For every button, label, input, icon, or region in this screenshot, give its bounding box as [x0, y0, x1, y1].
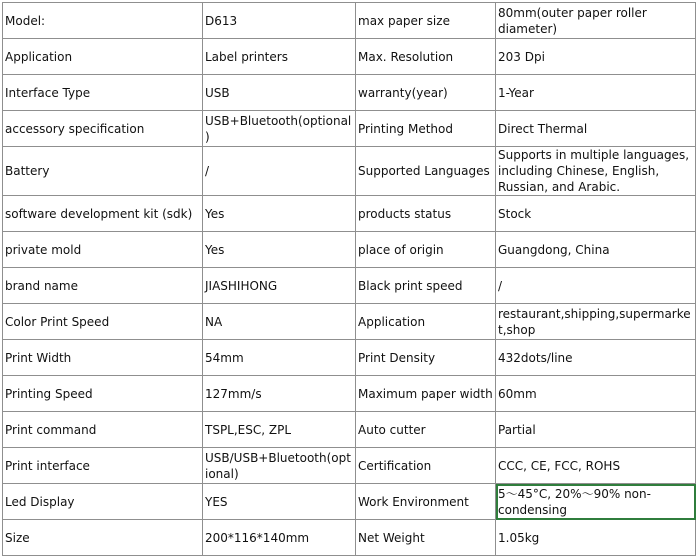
spec-table-body — [3, 3, 696, 556]
spec-key[interactable]: Print command — [3, 412, 203, 448]
table-row — [3, 304, 696, 340]
table-row — [3, 75, 696, 111]
spec-key[interactable]: brand name — [3, 268, 203, 304]
spec-value[interactable]: JIASHIHONG — [203, 268, 356, 304]
spec-key[interactable]: max paper size — [356, 3, 496, 39]
spec-value[interactable]: / — [203, 147, 356, 196]
table-row — [3, 39, 696, 75]
spec-key[interactable]: Print Width — [3, 340, 203, 376]
spec-value[interactable]: 200*116*140mm — [203, 520, 356, 556]
spec-key[interactable]: Certification — [356, 448, 496, 484]
table-row — [3, 448, 696, 484]
spec-value[interactable]: 1.05kg — [496, 520, 696, 556]
table-row — [3, 147, 696, 196]
spec-key[interactable]: products status — [356, 196, 496, 232]
spec-value[interactable]: D613 — [203, 3, 356, 39]
spec-value[interactable]: restaurant,shipping,supermarket,shop — [496, 304, 696, 340]
spec-key[interactable]: Printing Method — [356, 111, 496, 147]
table-row — [3, 232, 696, 268]
spec-value[interactable]: Stock — [496, 196, 696, 232]
spec-value[interactable]: CCC, CE, FCC, ROHS — [496, 448, 696, 484]
table-row — [3, 412, 696, 448]
spec-value[interactable]: USB+Bluetooth(optional) — [203, 111, 356, 147]
spec-value[interactable]: / — [496, 268, 696, 304]
table-row — [3, 3, 696, 39]
spec-value[interactable]: 80mm(outer paper roller diameter) — [496, 3, 696, 39]
spec-value[interactable]: USB — [203, 75, 356, 111]
spec-key[interactable]: Print Density — [356, 340, 496, 376]
spec-value[interactable]: NA — [203, 304, 356, 340]
spec-key[interactable]: Led Display — [3, 484, 203, 520]
spec-key[interactable]: Black print speed — [356, 268, 496, 304]
spec-value[interactable]: Yes — [203, 232, 356, 268]
spec-value[interactable]: Direct Thermal — [496, 111, 696, 147]
table-row — [3, 484, 696, 520]
spec-key[interactable]: Model: — [3, 3, 203, 39]
spec-key[interactable]: Work Environment — [356, 484, 496, 520]
spec-value[interactable]: Supports in multiple languages, including Chinese, English, Russian, and Arabic. — [496, 147, 696, 196]
spec-value[interactable]: 1-Year — [496, 75, 696, 111]
spec-key[interactable]: Battery — [3, 147, 203, 196]
spec-value[interactable]: 127mm/s — [203, 376, 356, 412]
spec-key[interactable]: warranty(year) — [356, 75, 496, 111]
spec-key[interactable]: Color Print Speed — [3, 304, 203, 340]
selected-cell[interactable]: 5～45°C, 20%～90% non-condensing — [496, 484, 696, 520]
table-row — [3, 340, 696, 376]
spec-key[interactable]: Size — [3, 520, 203, 556]
spec-key[interactable]: Supported Languages — [356, 147, 496, 196]
table-row — [3, 196, 696, 232]
spec-key[interactable]: Application — [356, 304, 496, 340]
spec-key[interactable]: Auto cutter — [356, 412, 496, 448]
table-row — [3, 520, 696, 556]
spec-value[interactable]: USB/USB+Bluetooth(optional) — [203, 448, 356, 484]
spec-key[interactable]: accessory specification — [3, 111, 203, 147]
spec-key[interactable]: Printing Speed — [3, 376, 203, 412]
spec-value[interactable]: Yes — [203, 196, 356, 232]
spec-value[interactable]: Guangdong, China — [496, 232, 696, 268]
spec-key[interactable]: Net Weight — [356, 520, 496, 556]
spec-value[interactable]: 54mm — [203, 340, 356, 376]
spec-value[interactable]: 203 Dpi — [496, 39, 696, 75]
spec-table — [2, 2, 696, 556]
spec-key[interactable]: software development kit (sdk) — [3, 196, 203, 232]
spec-value[interactable]: Label printers — [203, 39, 356, 75]
spec-value[interactable]: Partial — [496, 412, 696, 448]
spec-value[interactable]: YES — [203, 484, 356, 520]
spec-value[interactable]: TSPL,ESC, ZPL — [203, 412, 356, 448]
spec-key[interactable]: Maximum paper width — [356, 376, 496, 412]
spec-value[interactable]: 60mm — [496, 376, 696, 412]
spec-key[interactable]: private mold — [3, 232, 203, 268]
table-row — [3, 268, 696, 304]
spec-key[interactable]: Max. Resolution — [356, 39, 496, 75]
spec-key[interactable]: Interface Type — [3, 75, 203, 111]
spec-key[interactable]: place of origin — [356, 232, 496, 268]
spec-key[interactable]: Print interface — [3, 448, 203, 484]
table-row — [3, 376, 696, 412]
spec-value[interactable]: 432dots/line — [496, 340, 696, 376]
table-row — [3, 111, 696, 147]
spec-key[interactable]: Application — [3, 39, 203, 75]
